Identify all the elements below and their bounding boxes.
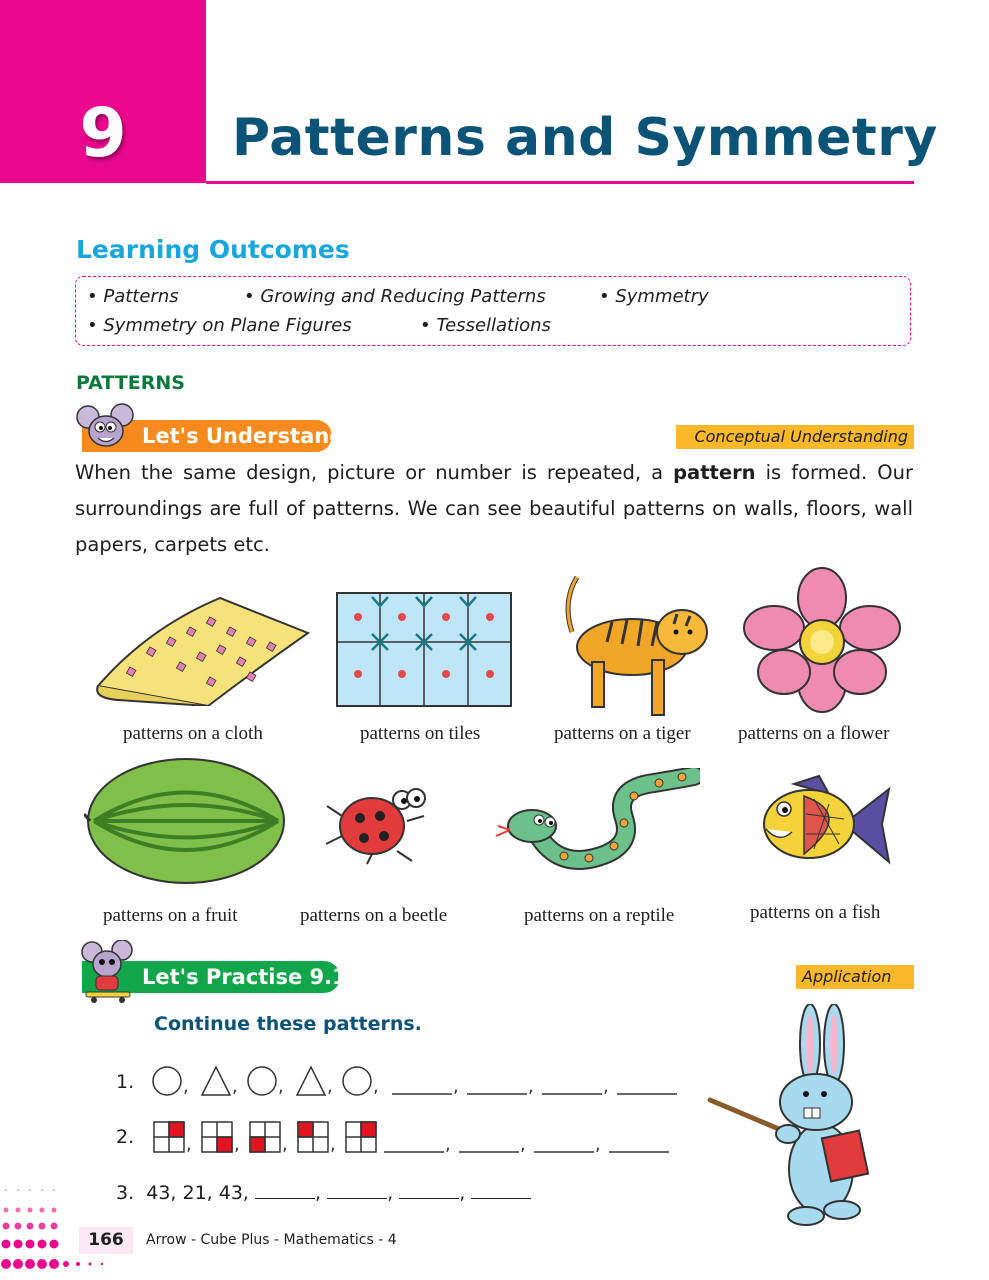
circle-shape-icon <box>248 1067 276 1095</box>
question-number: 2. <box>116 1126 135 1148</box>
outcome-item: • Tessellations <box>420 315 551 336</box>
book-title-footer: Arrow - Cube Plus - Mathematics - 4 <box>146 1232 397 1248</box>
cloth-illustration <box>88 588 310 706</box>
outcome-item: • Symmetry <box>599 286 709 307</box>
page-number: 166 <box>79 1227 133 1254</box>
grid-square-icon <box>250 1122 280 1152</box>
flower-illustration <box>742 566 902 714</box>
answer-blank[interactable] <box>471 1184 531 1199</box>
bold-term: pattern <box>673 461 756 484</box>
svg-text:,: , <box>327 1076 333 1097</box>
chapter-number: 9 <box>79 94 127 173</box>
answer-blank[interactable] <box>327 1184 387 1199</box>
question-3: 3. 43, 21, 43, , , , <box>116 1184 531 1203</box>
question-number: 1. <box>116 1071 135 1093</box>
fish-illustration <box>744 774 894 874</box>
question-1-shapes <box>150 1064 680 1098</box>
practise-instruction: Continue these patterns. <box>154 1013 422 1035</box>
circle-shape-icon <box>343 1067 371 1095</box>
beetle-illustration <box>322 776 432 866</box>
tiger-illustration <box>552 572 718 720</box>
circle-shape-icon <box>153 1067 181 1095</box>
banner-label: Let's Understand <box>142 424 345 448</box>
chapter-title: Patterns and Symmetry <box>232 108 938 168</box>
svg-text:,: , <box>186 1134 192 1154</box>
caption-flower: patterns on a flower <box>738 723 890 744</box>
svg-text:,: , <box>232 1076 238 1097</box>
svg-text:,: , <box>373 1076 379 1097</box>
svg-text:,: , <box>282 1134 288 1154</box>
chapter-divider <box>206 181 914 184</box>
caption-beetle: patterns on a beetle <box>300 905 448 926</box>
caption-reptile: patterns on a reptile <box>524 905 675 926</box>
outcome-item: • Symmetry on Plane Figures <box>87 315 352 336</box>
question-text: 43, 21, 43, <box>146 1182 249 1204</box>
grid-square-icon <box>154 1122 184 1152</box>
caption-tiles: patterns on tiles <box>360 723 481 744</box>
svg-text:,: , <box>453 1076 459 1097</box>
svg-text:,: , <box>183 1076 189 1097</box>
triangle-shape-icon <box>297 1067 325 1095</box>
learning-outcomes-heading: Learning Outcomes <box>76 235 350 264</box>
svg-text:,: , <box>445 1134 451 1154</box>
svg-text:,: , <box>603 1076 609 1097</box>
grid-square-icon <box>346 1122 376 1152</box>
svg-text:,: , <box>528 1076 534 1097</box>
svg-text:,: , <box>330 1134 336 1154</box>
banner-label: Let's Practise 9.1 <box>142 965 347 989</box>
grid-square-icon <box>202 1122 232 1152</box>
caption-tiger: patterns on a tiger <box>554 723 691 744</box>
snake-illustration <box>494 768 700 878</box>
caption-fish: patterns on a fish <box>750 902 881 923</box>
answer-blank[interactable] <box>255 1184 315 1199</box>
caption-cloth: patterns on a cloth <box>123 723 263 744</box>
grid-square-icon <box>298 1122 328 1152</box>
watermelon-illustration <box>84 754 288 888</box>
svg-text:,: , <box>520 1134 526 1154</box>
intro-paragraph: When the same design, picture or number is repeated, a pattern is formed. Our surroundings are full of patterns. We can see beautiful patterns on walls, floors, wall papers, carpets etc. <box>75 461 913 556</box>
question-2-shapes <box>152 1120 672 1154</box>
conceptual-understanding-tag: Conceptual Understanding <box>676 425 914 449</box>
answer-blank[interactable] <box>399 1184 459 1199</box>
svg-text:,: , <box>278 1076 284 1097</box>
svg-text:,: , <box>595 1134 601 1154</box>
svg-text:,: , <box>234 1134 240 1154</box>
question-number: 3. <box>116 1182 135 1204</box>
triangle-shape-icon <box>202 1067 230 1095</box>
section-heading: PATTERNS <box>76 372 185 394</box>
outcome-item: • Growing and Reducing Patterns <box>244 286 546 307</box>
mouse-mascot-icon <box>76 403 138 451</box>
outcome-item: • Patterns <box>87 286 179 307</box>
application-tag: Application <box>796 965 914 989</box>
caption-fruit: patterns on a fruit <box>103 905 238 926</box>
bunny-pointer-icon <box>706 1004 876 1228</box>
mouse-skateboard-icon <box>80 940 136 1004</box>
tiles-illustration <box>336 592 512 707</box>
